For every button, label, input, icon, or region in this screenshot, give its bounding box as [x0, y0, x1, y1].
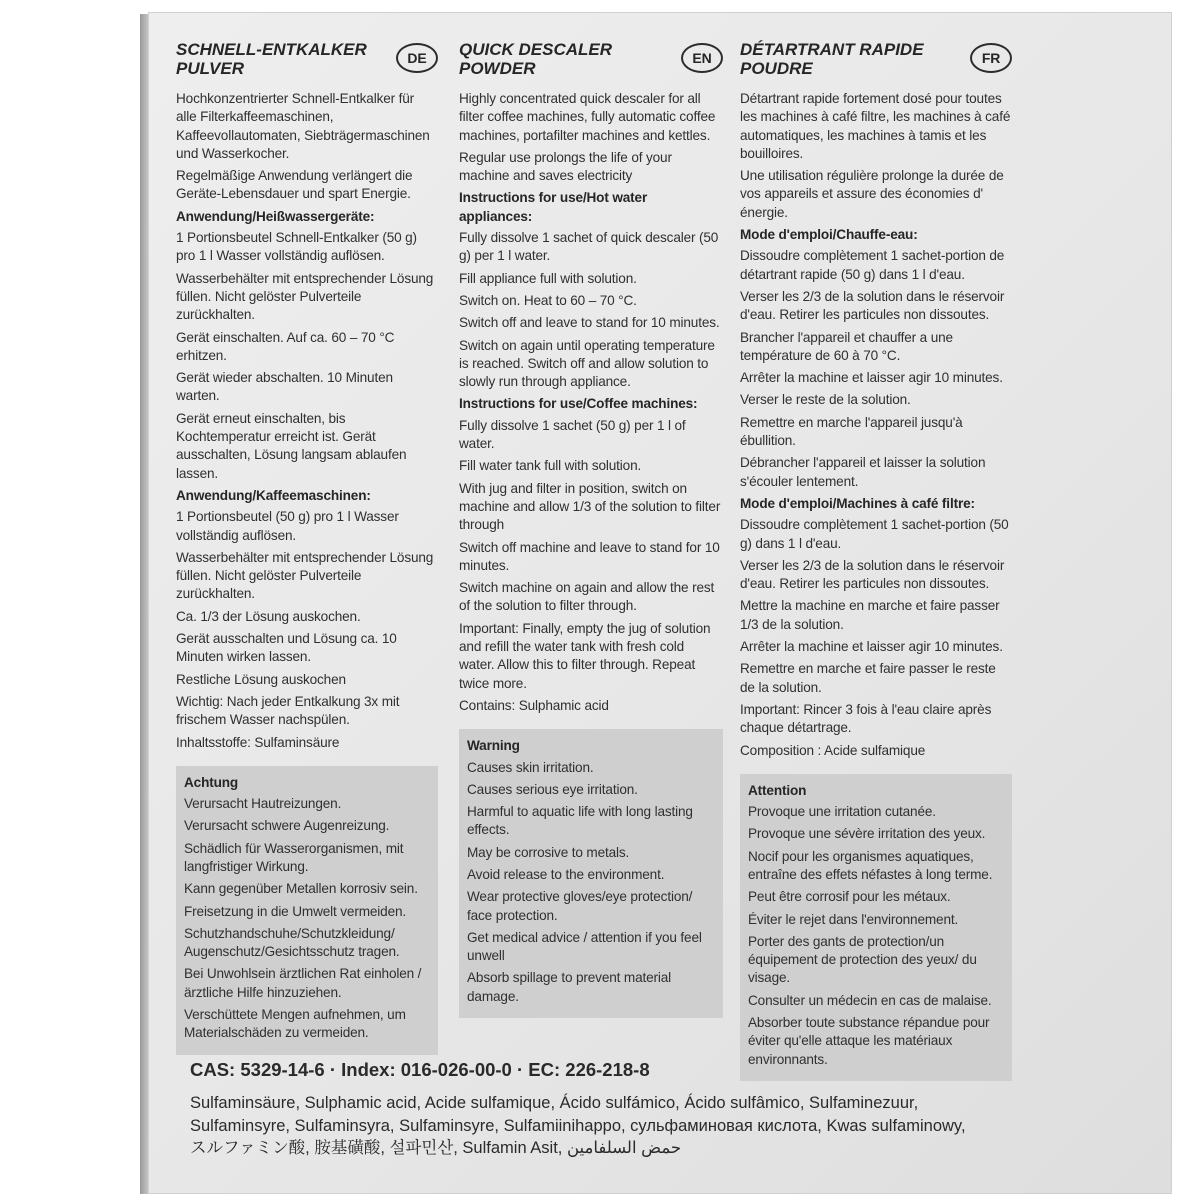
- instruction-step: Gerät erneut einschalten, bis Kochtemperatur erreicht ist. Gerät ausschalten, Lösung langsam ablaufen lassen.: [176, 410, 407, 481]
- instruction-step: Verser le reste de la solution.: [740, 392, 911, 408]
- title-fr: DÉTARTRANT RAPIDE POUDRE: [740, 40, 924, 78]
- instruction-step: Ca. 1/3 der Lösung auskochen.: [176, 608, 361, 624]
- header-de: [176, 40, 438, 84]
- warning-item: Peut être corrosif pour les métaux.: [748, 889, 951, 905]
- header-fr: [740, 40, 1012, 84]
- instruction-step: With jug and filter in position, switch on machine and allow 1/3 of the solution to filter through: [459, 480, 721, 533]
- cas-index-ec-line: CAS: 5329-14-6 · Index: 016-026-00-0 · EC: 226-218-8: [190, 1059, 650, 1080]
- instruction-step: 1 Portionsbeutel (50 g) pro 1 l Wasser vollständig auflösen.: [176, 509, 399, 543]
- warning-box-fr: [740, 774, 1012, 1081]
- warning-item: Provoque une irritation cutanée.: [748, 804, 936, 820]
- warning-item: Absorber toute substance répandue pour éviter qu'elle attaque les matériaux environnants.: [748, 1015, 990, 1067]
- intro-paragraph: Regelmäßige Anwendung verlängert die Geräte-Lebensdauer und spart Energie.: [176, 168, 413, 202]
- ingredients-line: Contains: Sulphamic acid: [459, 697, 609, 713]
- warning-title: Attention: [748, 782, 807, 798]
- warning-item: Verschüttete Mengen aufnehmen, um Materialschäden zu vermeiden.: [184, 1007, 406, 1041]
- language-badge-fr: FR: [970, 43, 1012, 73]
- instruction-step: Arrêter la machine et laisser agir 10 minutes.: [740, 370, 1003, 386]
- intro-paragraph: Une utilisation régulière prolonge la durée de vos appareils et assure des économies d' énergie.: [740, 168, 1004, 220]
- instruction-step: Brancher l'appareil et chauffer a une température de 60 à 70 °C.: [740, 329, 953, 363]
- chemical-identifiers: [190, 1058, 1150, 1160]
- instruction-step: Restliche Lösung auskochen: [176, 671, 346, 687]
- language-badge-de: DE: [396, 43, 438, 73]
- warning-item: Bei Unwohlsein ärztlichen Rat einholen / ärztliche Hilfe hinzuziehen.: [184, 966, 422, 1000]
- instruction-step: Wasserbehälter mit entsprechender Lösung füllen. Nicht gelöster Pulverteile zurückhalten.: [176, 549, 434, 602]
- instruction-step: Dissoudre complètement 1 sachet-portion (50 g) dans 1 l d'eau.: [740, 517, 1009, 551]
- warning-item: Avoid release to the environment.: [467, 866, 665, 882]
- warning-item: Verursacht schwere Augenreizung.: [184, 818, 390, 834]
- warning-item: Consulter un médecin en cas de malaise.: [748, 992, 992, 1008]
- ingredients-line: Inhaltsstoffe: Sulfaminsäure: [176, 734, 340, 750]
- warning-item: Wear protective gloves/eye protection/ face protection.: [467, 889, 693, 923]
- title-de: SCHNELL-ENTKALKER PULVER: [176, 40, 367, 78]
- instruction-step: Mettre la machine en marche et faire passer 1/3 de la solution.: [740, 598, 1000, 632]
- instruction-step: Switch off machine and leave to stand for 10 minutes.: [459, 539, 720, 573]
- language-badge-en: EN: [681, 43, 723, 73]
- column-de: [176, 40, 438, 1055]
- instruction-step: Verser les 2/3 de la solution dans le réservoir d'eau. Retirer les particules non dissoutes.: [740, 288, 1005, 323]
- substance-names-line: Sulfaminsäure, Sulphamic acid, Acide sulfamique, Ácido sulfámico, Ácido sulfâmico, Sulfaminezuur,: [190, 1094, 919, 1112]
- intro-paragraph: Hochkonzentrierter Schnell-Entkalker für alle Filterkaffeemaschinen, Kaffeevollautomaten, Siebträgermaschinen und Wasserkocher.: [176, 91, 430, 161]
- header-en: [459, 40, 723, 84]
- instruction-step: Remettre en marche l'appareil jusqu'à ébullition.: [740, 414, 963, 449]
- warning-item: Causes skin irritation.: [467, 759, 594, 775]
- warning-title: Warning: [467, 738, 520, 754]
- warning-item: Éviter le rejet dans l'environnement.: [748, 911, 959, 927]
- section-heading-hot-water: Anwendung/Heißwassergeräte:: [176, 208, 375, 224]
- warning-item: Causes serious eye irritation.: [467, 781, 638, 797]
- warning-item: Kann gegenüber Metallen korrosiv sein.: [184, 881, 418, 897]
- warning-item: Provoque une sévère irritation des yeux.: [748, 826, 986, 842]
- instruction-step: Remettre en marche et faire passer le reste de la solution.: [740, 661, 996, 695]
- section-heading-hot-water: Mode d'emploi/Chauffe-eau:: [740, 227, 918, 243]
- warning-item: Schädlich für Wasserorganismen, mit langfristiger Wirkung.: [184, 840, 404, 874]
- instruction-step: Arrêter la machine et laisser agir 10 minutes.: [740, 639, 1003, 655]
- title-en: QUICK DESCALER POWDER: [459, 40, 613, 78]
- instruction-step: Fully dissolve 1 sachet of quick descaler (50 g) per 1 l water.: [459, 230, 719, 264]
- instruction-step: Wichtig: Nach jeder Entkalkung 3x mit frischem Wasser nachspülen.: [176, 693, 400, 728]
- intro-paragraph: Détartrant rapide fortement dosé pour toutes les machines à café filtre, les machines à café automatiques, les machines à tamis et les bouilloires.: [740, 91, 1011, 161]
- intro-paragraph: Highly concentrated quick descaler for all filter coffee machines, fully automatic coffee machines, portafilter machines and kettles.: [459, 91, 716, 143]
- ingredients-line: Composition : Acide sulfamique: [740, 742, 926, 758]
- instruction-step: Fully dissolve 1 sachet (50 g) per 1 l of water.: [459, 417, 686, 452]
- section-heading-coffee-machines: Instructions for use/Coffee machines:: [459, 396, 698, 412]
- warning-item: Verursacht Hautreizungen.: [184, 796, 342, 812]
- substance-names-line: スルファミン酸, 胺基磺酸, 설파민산, Sulfamin Asit, حمض السلفامين: [190, 1139, 682, 1157]
- instruction-step: Switch machine on again and allow the rest of the solution to filter through.: [459, 580, 715, 614]
- intro-paragraph: Regular use prolongs the life of your machine and saves electricity: [459, 149, 672, 184]
- warning-box-de: [176, 766, 438, 1055]
- instruction-step: Débrancher l'appareil et laisser la solution s'écouler lentement.: [740, 455, 986, 489]
- instruction-step: Switch on. Heat to 60 – 70 °C.: [459, 292, 637, 308]
- warning-title: Achtung: [184, 774, 239, 790]
- instruction-step: Important: Rincer 3 fois à l'eau claire après chaque détartrage.: [740, 701, 992, 736]
- section-heading-hot-water: Instructions for use/Hot water appliances:: [459, 190, 648, 224]
- warning-item: Harmful to aquatic life with long lasting effects.: [467, 804, 693, 838]
- section-heading-coffee-machines: Anwendung/Kaffeemaschinen:: [176, 487, 371, 503]
- warning-item: Get medical advice / attention if you feel unwell: [467, 929, 702, 964]
- column-en: [459, 40, 723, 1018]
- warning-item: Nocif pour les organismes aquatiques, entraîne des effets néfastes à long terme.: [748, 848, 993, 882]
- instruction-step: Fill water tank full with solution.: [459, 458, 642, 474]
- warning-item: Schutzhandschuhe/Schutzkleidung/ Augenschutz/Gesichtsschutz tragen.: [184, 925, 400, 960]
- instruction-step: Switch on again until operating temperature is reached. Switch off and allow solution to slowly run through appliance.: [459, 337, 715, 390]
- instruction-step: Verser les 2/3 de la solution dans le réservoir d'eau. Retirer les particules non dissoutes.: [740, 557, 1005, 592]
- warning-item: Porter des gants de protection/un équipement de protection des yeux/ du visage.: [748, 933, 977, 986]
- substance-names-line: Sulfaminsyre, Sulfaminsyra, Sulfaminsyre, Sulfamiinihappo, сульфаминовая кислота, Kwas sulfaminowy,: [190, 1116, 966, 1135]
- instruction-step: Dissoudre complètement 1 sachet-portion de détartrant rapide (50 g) dans 1 l d'eau.: [740, 248, 1005, 282]
- instruction-step: Gerät ausschalten und Lösung ca. 10 Minuten wirken lassen.: [176, 631, 397, 665]
- instruction-step: Gerät wieder abschalten. 10 Minuten warten.: [176, 370, 393, 404]
- warning-item: May be corrosive to metals.: [467, 844, 630, 860]
- instruction-step: Important: Finally, empty the jug of solution and refill the water tank with fresh cold water. Allow this to filter through. Repeat twice more.: [459, 620, 711, 691]
- section-heading-coffee-machines: Mode d'emploi/Machines à café filtre:: [740, 495, 975, 511]
- instruction-step: Switch off and leave to stand for 10 minutes.: [459, 315, 720, 331]
- warning-item: Freisetzung in die Umwelt vermeiden.: [184, 903, 407, 919]
- instruction-step: 1 Portionsbeutel Schnell-Entkalker (50 g) pro 1 l Wasser vollständig auflösen.: [176, 230, 417, 264]
- warning-item: Absorb spillage to prevent material damage.: [467, 970, 672, 1004]
- instruction-step: Fill appliance full with solution.: [459, 270, 637, 286]
- warning-box-en: [459, 729, 723, 1018]
- instruction-step: Wasserbehälter mit entsprechender Lösung füllen. Nicht gelöster Pulverteile zurückhalten.: [176, 270, 434, 323]
- column-fr: [740, 40, 1012, 1081]
- instruction-step: Gerät einschalten. Auf ca. 60 – 70 °C erhitzen.: [176, 329, 395, 363]
